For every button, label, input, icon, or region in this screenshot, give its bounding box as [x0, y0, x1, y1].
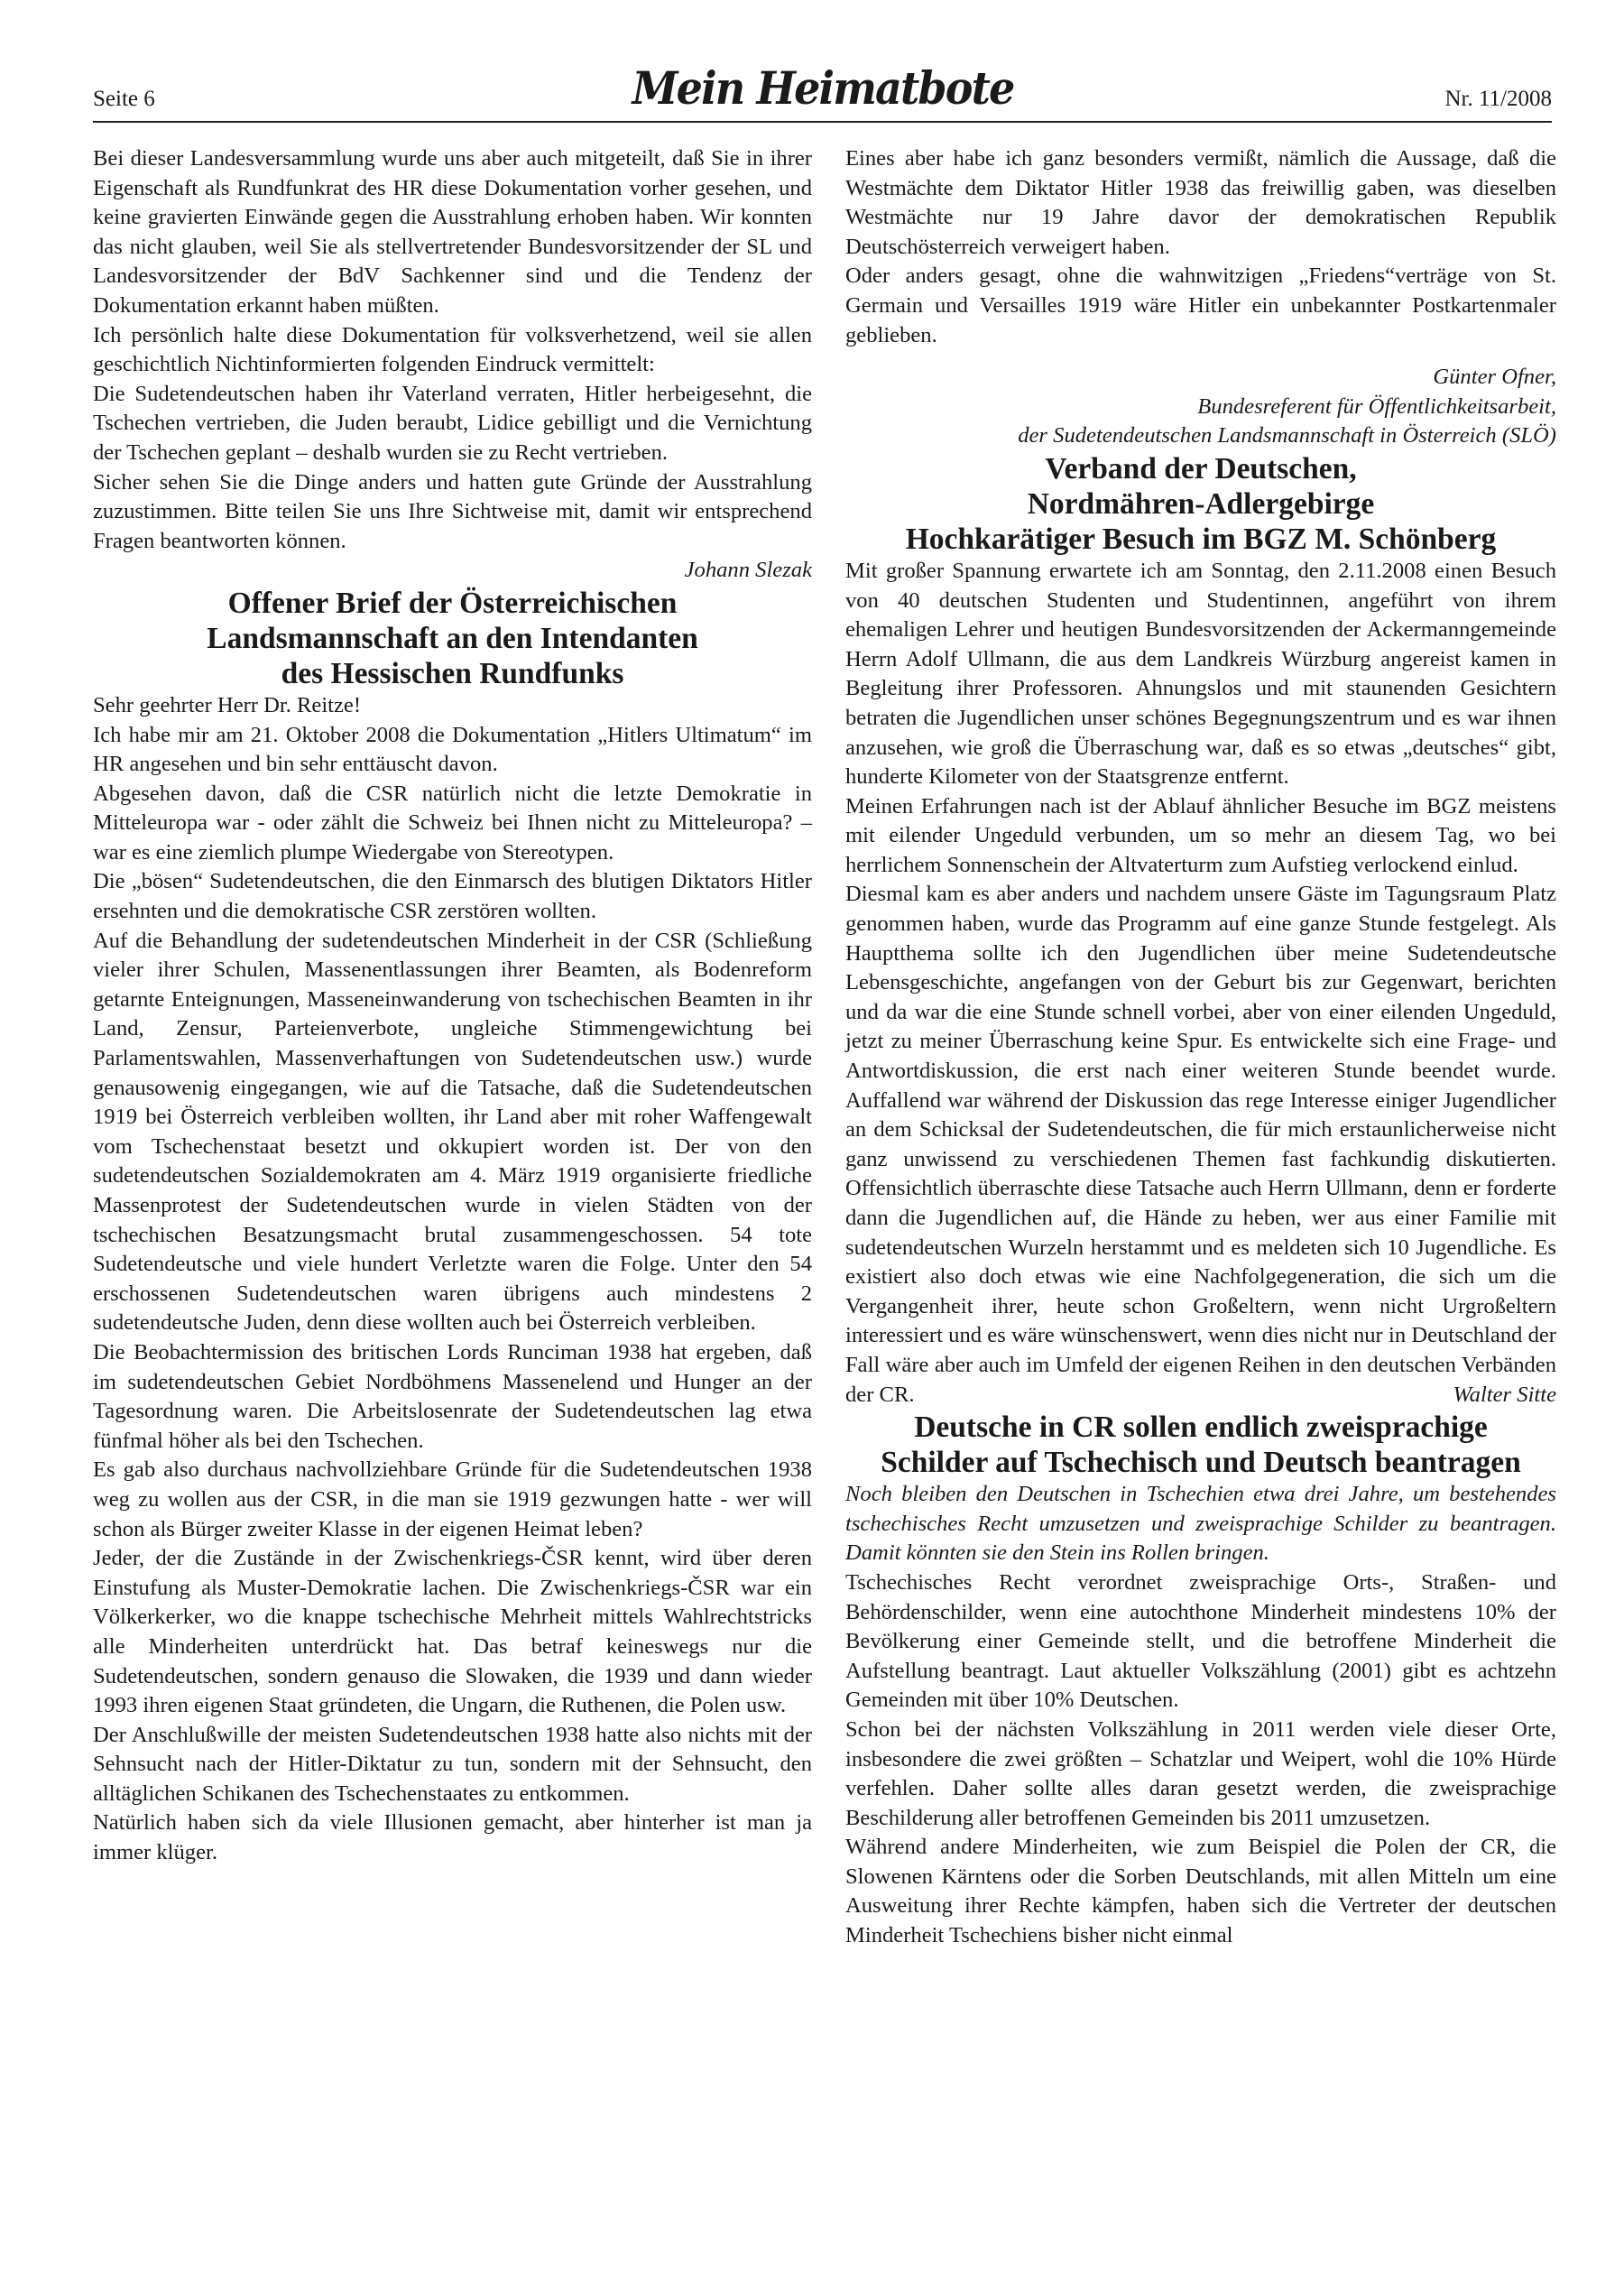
- right-column: [845, 144, 1556, 1951]
- headline-line: Landsmannschaft an den Intendanten: [207, 621, 698, 655]
- paragraph: Es gab also durchaus nachvollziehbare Gründe für die Sudetendeutschen 1938 weg zu wollen aus der CSR, in die man sie 1919 gezwungen hatte - wer will schon als Bürger zweiter Klasse in der eigenen Heimat leben?: [93, 1457, 812, 1541]
- article-headline: [845, 451, 1556, 557]
- paragraph: Tschechisches Recht verordnet zweisprachige Orts-, Straßen- und Behördenschilder, wenn eine autochthone Minderheit mindestens 10% der Bevölkerung einer Gemeinde stellt, und die betroffene Minderheit die Aufstellung beantragt. Laut aktueller Volkszählung (2001) gibt es achtzehn Gemeinden mit über 10% Deutschen.: [845, 1569, 1556, 1713]
- paragraph: Meinen Erfahrungen nach ist der Ablauf ähnlicher Besuche im BGZ meistens mit eilender Ungeduld verbunden, um so mehr an diesem Tag, wo bei herrlichem Sonnenschein der Altvaterturm zum Aufstieg verlockend einlud.: [845, 793, 1556, 877]
- paragraph: Oder anders gesagt, ohne die wahnwitzigen „Friedens“verträge von St. Germain und Versailles 1919 wäre Hitler ein unbekannter Postkartenmaler geblieben.: [845, 264, 1556, 347]
- headline-line: Nordmähren-Adlergebirge: [1027, 486, 1375, 521]
- paragraph: Ich habe mir am 21. Oktober 2008 die Dokumentation „Hitlers Ultimatum“ im HR angesehen und bin sehr enttäuscht davon.: [93, 722, 812, 777]
- paragraph: Während andere Minderheiten, wie zum Beispiel die Polen der CR, die Slowenen Kärntens oder die Sorben Deutschlands, mit allen Mitteln um eine Ausweitung ihrer Rechte kämpfen, haben sich die Vertreter der deutschen Minderheit Tschechiens bisher nicht einmal: [845, 1835, 1556, 1948]
- left-column: [93, 144, 812, 1868]
- paragraph-text: Diesmal kam es aber anders und nachdem unsere Gäste im Tagungsraum Platz genommen haben, wurde das Programm auf eine ganze Stunde festgelegt. Als Hauptthema sollte ich den Jugendlichen über meine Sudetendeutsche Lebensgeschichte, angefangen von der Geburt bis zur Gegenwart, berichten und da war die eine Stunde schnell vorbei, aber von einer eilenden Ungeduld, jetzt zu meiner Überraschung keine Spur. Es entwickelte sich eine Frage- und Antwortdiskussion, die erst nach einer weiteren Stunde beendet wurde. Auffallend war während der Diskussion das rege Interesse einiger Jugendlicher an dem Schicksal der Sudetendeutschen, die für mich erstaunlicherweise nicht ganz unwissend zu verschiedenen Themen fast fachkundig diskutierten. Offensichtlich überraschte diese Tatsache auch Herrn Ullmann, denn er forderte dann die Jugendlichen auf, die Hände zu heben, wer aus einer Familie mit sudetendeutschen Wurzeln herstammt und es meldeten sich 10 Jugendliche. Es existiert also doch etwas wie eine Nachfolgegeneration, die sich um die Vergangenheit ihrer, heute schon Großeltern, wenn nicht Urgroßeltern interessiert und es wäre wünschenswert, wenn dies nicht nur in Deutschland der Fall wäre aber auch im Umfeld der eigenen Reihen in den deutschen Verbänden der CR.: [845, 882, 1556, 1407]
- headline-line: Schilder auf Tschechisch und Deutsch beantragen: [881, 1446, 1521, 1480]
- signature-line: Günter Ofner,: [1433, 365, 1556, 390]
- paragraph: Bei dieser Landesversammlung wurde uns aber auch mitgeteilt, daß Sie in ihrer Eigenschaft als Rundfunkrat des HR diese Dokumentation vorher gesehen, und keine gravierten Einwände gegen die Ausstrahlung erhoben haben. Wir konnten das nicht glauben, weil Sie als stellvertretender Bundesvorsitzender der SL und Landesvorsitzender der BdV Sachkenner sind und die Tendenz der Dokumentation erkannt haben müßten.: [93, 146, 812, 318]
- paragraph: Mit großer Spannung erwartete ich am Sonntag, den 2.11.2008 einen Besuch von 40 deutschen Studenten und Studentinnen, angeführt von ihrem ehemaligen Lehrer und heutigen Bundesvorsitzenden der Ackermanngemeinde Herrn Adolf Ullmann, die aus dem Landkreis Würzburg angereist kamen in Begleitung ihrer Professoren. Ahnungslos und mit staunenden Gesichtern betraten die Jugendlichen unser schönes Begegnungszentrum und es war ihnen anzusehen, wie groß die Überraschung war, daß es so etwas „deutsches“ gibt, hunderte Kilometer von der Staatsgrenze entfernt.: [845, 558, 1556, 790]
- paragraph: [845, 880, 1556, 1410]
- article-lead: Noch bleiben den Deutschen in Tschechien etwa drei Jahre, um bestehendes tschechisches Recht umzusetzen und zweisprachige Schilder zu beantragen. Damit könnten sie den Stein ins Rollen bringen.: [845, 1482, 1556, 1566]
- paragraph: Natürlich haben sich da viele Illusionen gemacht, aber hinterher ist man ja immer klüger.: [93, 1810, 812, 1865]
- signature-line: der Sudetendeutschen Landsmannschaft in Österreich (SLÖ): [1018, 423, 1556, 449]
- page-header: [93, 61, 1552, 123]
- masthead-title: Mein Heimatbote: [632, 61, 1013, 115]
- article-headline: [845, 1410, 1556, 1480]
- headline-line: des Hessischen Rundfunks: [281, 656, 624, 690]
- headline-line: Offener Brief der Österreichischen: [227, 586, 678, 620]
- paragraph: Die Beobachtermission des britischen Lords Runciman 1938 hat ergeben, daß im sudetendeutschen Gebiet Nordböhmens Massenelend und Hunger an der Tagesordnung waren. Die Arbeitslosenrate der Sudetendeutschen lag etwa fünfmal höher als bei den Tschechen.: [93, 1339, 812, 1453]
- issue-number: Nr. 11/2008: [1444, 87, 1552, 111]
- headline-line: Deutsche in CR sollen endlich zweisprachige: [914, 1411, 1488, 1445]
- headline-line: Verband der Deutschen,: [1045, 451, 1357, 486]
- headline-line: Hochkarätiger Besuch im BGZ M. Schönberg: [905, 522, 1497, 556]
- author-signature-block: [845, 363, 1556, 451]
- paragraph: Eines aber habe ich ganz besonders vermißt, nämlich die Aussage, daß die Westmächte dem Diktator Hitler 1938 das freiwillig gaben, was dieselben Westmächte nur 19 Jahre davor der demokratischen Republik Deutschösterreich verweigert haben.: [845, 146, 1556, 259]
- salutation: Sehr geehrter Herr Dr. Reitze!: [93, 692, 362, 717]
- paragraph: Sicher sehen Sie die Dinge anders und hatten gute Gründe der Ausstrahlung zuzustimmen. Bitte teilen Sie uns Ihre Sichtweise mit, damit wir entsprechend Fragen beantworten können.: [93, 469, 812, 553]
- paragraph: Jeder, der die Zustände in der Zwischenkriegs-ČSR kennt, wird über deren Einstufung als Muster-Demokratie lachen. Die Zwischenkriegs-ČSR war ein Völkerkerker, wo die knappe tschechische Mehrheit mittels Wahlrechtstricks alle Minderheiten unterdrückt hat. Das betraf keineswegs nur die Sudetendeutschen, sondern genauso die Slowaken, die 1939 und dann wieder 1993 ihren eigenen Staat gründeten, die Ungarn, die Ruthenen, die Polen usw.: [93, 1546, 812, 1718]
- paragraph: Der Anschlußwille der meisten Sudetendeutschen 1938 hatte also nichts mit der Sehnsucht nach der Hitler-Diktatur zu tun, sondern mit der Sehnsucht, den alltäglichen Schikanen des Tschechenstaates zu entkommen.: [93, 1722, 812, 1806]
- paragraph: Schon bei der nächsten Volkszählung in 2011 werden viele dieser Orte, insbesondere die zwei größten – Schatzlar und Weipert, wohl die 10% Hürde verfehlen. Daher sollte alles daran gesetzt werden, die zweisprachige Beschilderung aller betroffenen Gemeinden bis 2011 umzusetzen.: [845, 1716, 1556, 1830]
- paragraph: Die Sudetendeutschen haben ihr Vaterland verraten, Hitler herbeigesehnt, die Tschechen vertrieben, die Juden beraubt, Lidice gebilligt und die Vernichtung der Tschechen geplant – deshalb wurden sie zu Recht vertrieben.: [93, 381, 812, 465]
- page-number: Seite 6: [93, 87, 155, 111]
- signature-line: Bundesreferent für Öffentlichkeitsarbeit,: [1197, 393, 1556, 419]
- author-signature: Walter Sitte: [1453, 1382, 1556, 1407]
- paragraph: Auf die Behandlung der sudetendeutschen Minderheit in der CSR (Schließung vieler ihrer Schulen, Massenentlassungen ihrer Beamten, als Bodenreform getarnte Enteignungen, Masseneinwanderung von tschechischen Beamten in ihr Land, Zensur, Parteienverbote, ungleiche Stimmengewichtung bei Parlamentswahlen, Massenverhaftungen von Sudetendeutschen usw.) wurde genausowenig eingegangen, wie auf die Tatsache, daß die Sudetendeutschen 1919 bei Österreich verbleiben wollten, ihr Land aber mit roher Waffengewalt vom Tschechenstaat besetzt und okkupiert worden ist. Der von den sudetendeutschen Sozialdemokraten am 4. März 1919 organisierte friedliche Massenprotest der Sudetendeutschen wurde in vielen Städten von der tschechischen Besatzungsmacht brutal zusammengeschossen. 54 tote Sudetendeutsche und viele hundert Verletzte waren die Folge. Unter den 54 erschossenen Sudetendeutschen waren übrigens auch mindestens 2 sudetendeutsche Juden, denn diese wollten auch bei Österreich verbleiben.: [93, 928, 812, 1336]
- paragraph: Die „bösen“ Sudetendeutschen, die den Einmarsch des blutigen Diktators Hitler ersehnten und die demokratische CSR zerstören wollten.: [93, 869, 812, 924]
- paragraph: Ich persönlich halte diese Dokumentation für volksverhetzend, weil sie allen geschichtlich Nichtinformierten folgenden Eindruck vermittelt:: [93, 322, 812, 377]
- article-headline: [93, 586, 812, 691]
- paragraph: Abgesehen davon, daß die CSR natürlich nicht die letzte Demokratie in Mitteleuropa war - oder zählt die Schweiz bei Ihnen nicht zu Mitteleuropa? – war es eine ziemlich plumpe Wiedergabe von Stereotypen.: [93, 781, 812, 865]
- author-signature: Johann Slezak: [684, 558, 812, 583]
